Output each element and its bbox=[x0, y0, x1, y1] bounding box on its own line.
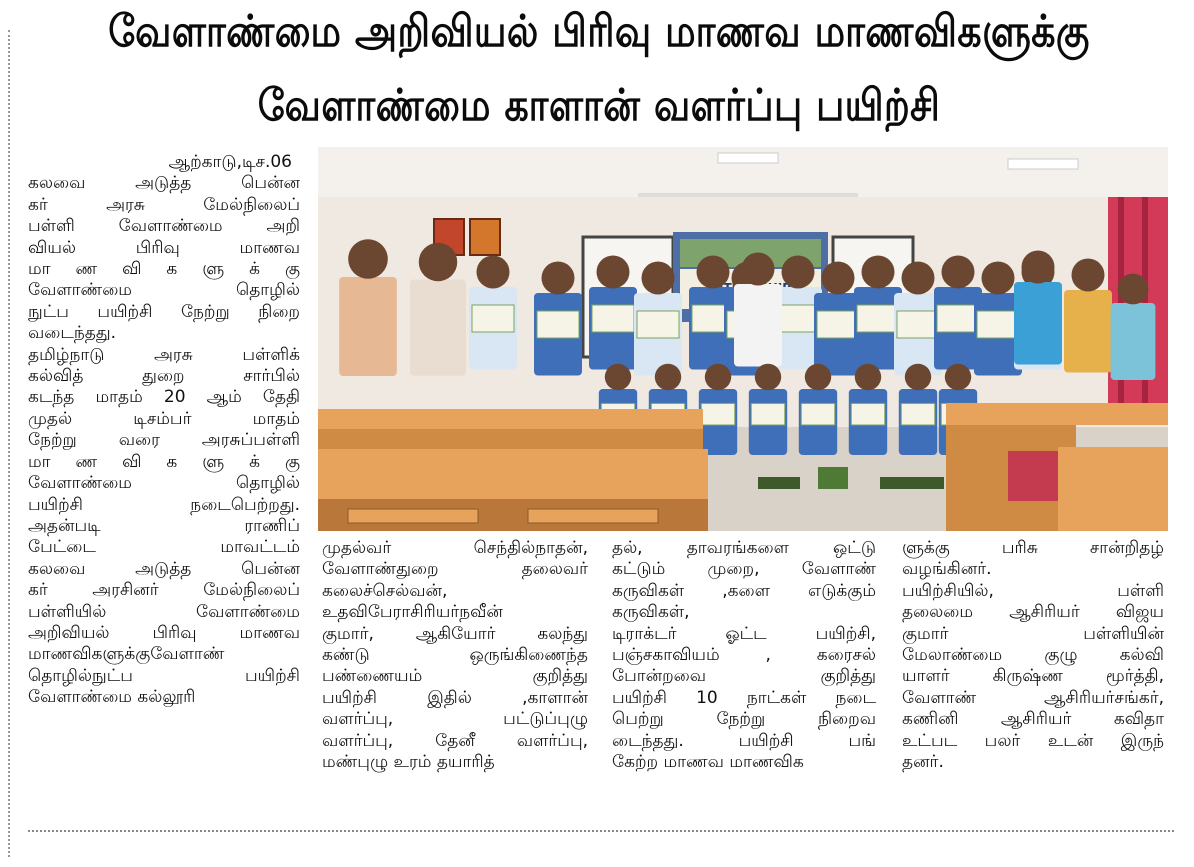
article-line: கடந்த மாதம் 20 ஆம் தேதி bbox=[28, 387, 300, 408]
article-line: பள்ளியில் வேளாண்மை bbox=[28, 601, 300, 622]
article-line: தமிழ்நாடு அரசு பள்ளிக் bbox=[28, 344, 300, 365]
column-4-text bbox=[902, 538, 1164, 773]
desk-top bbox=[946, 403, 1168, 425]
article-line: குமார் பள்ளியின் bbox=[902, 623, 1164, 644]
column-rule-left bbox=[8, 30, 10, 857]
article-line: வேளாண்மை தொழில் bbox=[28, 280, 300, 301]
person-head bbox=[945, 364, 971, 390]
article-line: மேலாண்மை குழு கல்வி bbox=[902, 645, 1164, 666]
person-head bbox=[855, 364, 881, 390]
article-line: வேளாண்மை கல்லூரி bbox=[28, 687, 196, 708]
person-head bbox=[597, 256, 630, 289]
certificate bbox=[472, 305, 514, 332]
article-line: முதல்வர் செந்தில்நாதன், bbox=[322, 538, 588, 558]
article-line: தொழில்நுட்ப பயிற்சி bbox=[28, 665, 300, 686]
person-head bbox=[902, 262, 935, 295]
certificate bbox=[817, 311, 859, 338]
person-head bbox=[1022, 251, 1055, 284]
person-head bbox=[1118, 274, 1149, 305]
article-line: நுட்ப பயிற்சி நேற்று நிறை bbox=[28, 301, 300, 322]
certificate bbox=[592, 305, 634, 332]
person-body bbox=[734, 284, 782, 367]
article-line: வியல் பிரிவு மாணவ bbox=[28, 237, 300, 258]
person-head bbox=[755, 364, 781, 390]
article-line: நேற்று வரை அரசுப்பள்ளி bbox=[28, 430, 300, 451]
article-line: மா ண வி க ளு க் கு bbox=[28, 259, 300, 280]
person-head bbox=[348, 239, 388, 279]
column-1-text bbox=[28, 173, 300, 708]
certificate bbox=[937, 305, 979, 332]
person-head bbox=[742, 253, 775, 286]
desk-front bbox=[318, 429, 703, 451]
certificate bbox=[851, 403, 885, 425]
desk-drawer bbox=[348, 509, 478, 523]
wall-picture bbox=[470, 219, 500, 255]
article-line: அறிவியல் பிரிவு மாணவ bbox=[28, 622, 300, 643]
person-head bbox=[642, 262, 675, 295]
article-line: பள்ளி வேளாண்மை அறி bbox=[28, 216, 300, 237]
person-head bbox=[982, 262, 1015, 295]
column-3-text bbox=[612, 538, 876, 773]
article-line: பேட்டை மாவட்டம் bbox=[28, 537, 300, 558]
column-2-text bbox=[322, 538, 588, 773]
article-line: வளர்ப்பு, பட்டுப்புழு bbox=[322, 709, 588, 730]
article-line: கருவிகள் ,களை எடுக்கும் bbox=[612, 580, 876, 601]
article-line: தல், தாவரங்களை ஒட்டு bbox=[612, 538, 876, 558]
certificate bbox=[777, 305, 819, 332]
desk-drawer bbox=[528, 509, 658, 523]
certificate bbox=[801, 403, 835, 425]
article-line: டிராக்டர் ஓட்ட பயிற்சி, bbox=[612, 623, 876, 644]
article-line: கல்வித் துறை சார்பில் bbox=[28, 366, 300, 387]
article-line: மா ண வி க ளு க் கு bbox=[28, 451, 300, 472]
article-line: கலவை அடுத்த பென்ன bbox=[28, 558, 300, 579]
article-line: பயிற்சியில், பள்ளி bbox=[902, 580, 1164, 601]
person-head bbox=[905, 364, 931, 390]
article-line: டைந்தது. பயிற்சி பங் bbox=[612, 730, 876, 751]
article-line: முதல் டிசம்பர் மாதம் bbox=[28, 408, 300, 429]
article-line: மண்புழு உரம் தயாரித் bbox=[322, 752, 495, 773]
article-line: கட்டும் முறை, வேளாண் bbox=[612, 559, 876, 580]
person-head bbox=[655, 364, 681, 390]
article-line: வளர்ப்பு, தேனீ வளர்ப்பு, bbox=[322, 730, 588, 751]
desk-top bbox=[318, 449, 708, 499]
article-line: கர் அரசினர் மேல்நிலைப் bbox=[28, 580, 300, 601]
group-photo-illustration bbox=[318, 147, 1168, 531]
article-line: கணினி ஆசிரியர் கவிதா bbox=[902, 709, 1164, 730]
headline-line-1: வேளாண்மை அறிவியல் பிரிவு மாணவ மாணவிகளுக்கு bbox=[108, 6, 1090, 57]
article-line: பண்ணையம் குறித்து bbox=[322, 666, 588, 687]
person-head bbox=[419, 243, 458, 282]
article-line: பஞ்சகாவியம் , கரைசல் bbox=[612, 645, 876, 666]
certificate bbox=[897, 311, 939, 338]
article-line: போன்றவை குறித்து bbox=[612, 666, 876, 687]
certificate bbox=[701, 403, 735, 425]
person-head bbox=[862, 256, 895, 289]
article-line: கர் அரசு மேல்நிலைப் bbox=[28, 194, 300, 215]
headline-line-2: வேளாண்மை காளான் வளர்ப்பு பயிற்சி bbox=[257, 80, 941, 131]
seedling-tray bbox=[880, 477, 944, 489]
ceiling-light bbox=[1008, 159, 1078, 169]
article-line: ளுக்கு பரிசு சான்றிதழ் bbox=[902, 538, 1164, 558]
article-line: தலைமை ஆசிரியர் விஜய bbox=[902, 602, 1164, 623]
article-line: குமார், ஆகியோர் கலந்து bbox=[322, 623, 588, 644]
person-head bbox=[542, 262, 575, 295]
person-body bbox=[410, 280, 466, 376]
certificate bbox=[751, 403, 785, 425]
article-line: வேளாண் ஆசிரியர்சங்கர், bbox=[902, 687, 1164, 708]
person-head bbox=[1072, 259, 1105, 292]
article-column-3 bbox=[612, 538, 876, 773]
certificate bbox=[977, 311, 1019, 338]
article-line: மாணவிகளுக்குவேளாண் bbox=[28, 644, 225, 665]
seedling-tray bbox=[758, 477, 800, 489]
article-line: கருவிகள், bbox=[612, 602, 690, 623]
person-body bbox=[1064, 290, 1112, 373]
person-head bbox=[697, 256, 730, 289]
article-line: வடைந்தது. bbox=[28, 323, 117, 344]
article-line: கண்டு ஒருங்கிணைந்த bbox=[322, 645, 588, 666]
article-line: கலவை அடுத்த பென்ன bbox=[28, 173, 300, 194]
article-column-1 bbox=[28, 152, 300, 709]
article-line: யாளர் கிருஷ்ண மூர்த்தி, bbox=[902, 666, 1164, 687]
news-photograph bbox=[318, 147, 1168, 531]
page-rule-bottom bbox=[28, 830, 1174, 832]
article-line: தனர். bbox=[902, 752, 944, 773]
person-head bbox=[605, 364, 631, 390]
certificate bbox=[901, 403, 935, 425]
ceiling-light bbox=[718, 153, 778, 163]
dateline: ஆற்காடு,டிச.06 bbox=[168, 152, 292, 172]
certificate bbox=[857, 305, 899, 332]
article-line: பயிற்சி நடைபெற்றது. bbox=[28, 494, 300, 515]
article-column-2 bbox=[322, 538, 588, 773]
person-head bbox=[477, 256, 510, 289]
chair bbox=[1008, 451, 1058, 501]
article-line: கலைச்செல்வன், bbox=[322, 580, 448, 601]
certificate bbox=[537, 311, 579, 338]
article-line: உதவிபேராசிரியர்நவீன் bbox=[322, 602, 503, 623]
article-line: பயிற்சி 10 நாட்கள் நடை bbox=[612, 687, 876, 708]
article-line: கேற்ற மாணவ மாணவிக bbox=[612, 752, 804, 773]
person-body bbox=[1014, 282, 1062, 365]
certificate bbox=[637, 311, 679, 338]
article-line: வேளாண்மை தொழில் bbox=[28, 473, 300, 494]
desk-front bbox=[1058, 447, 1168, 531]
desk-top bbox=[318, 409, 703, 429]
person-body bbox=[339, 277, 397, 376]
article-line: பயிற்சி இதில் ,காளான் bbox=[322, 687, 588, 708]
person-head bbox=[822, 262, 855, 295]
person-head bbox=[805, 364, 831, 390]
person-head bbox=[942, 256, 975, 289]
article-line: வழங்கினர். bbox=[902, 559, 992, 580]
person-body bbox=[1111, 303, 1156, 380]
plant-pots bbox=[818, 467, 848, 489]
article-line: வேளாண்துறை தலைவர் bbox=[322, 559, 588, 580]
article-line: அதன்படி ராணிப் bbox=[28, 515, 300, 536]
article-line: உட்பட பலர் உடன் இருந் bbox=[902, 730, 1164, 751]
person-head bbox=[705, 364, 731, 390]
article-line: பெற்று நேற்று நிறைவ bbox=[612, 709, 876, 730]
article-column-4 bbox=[902, 538, 1164, 773]
person-head bbox=[782, 256, 815, 289]
